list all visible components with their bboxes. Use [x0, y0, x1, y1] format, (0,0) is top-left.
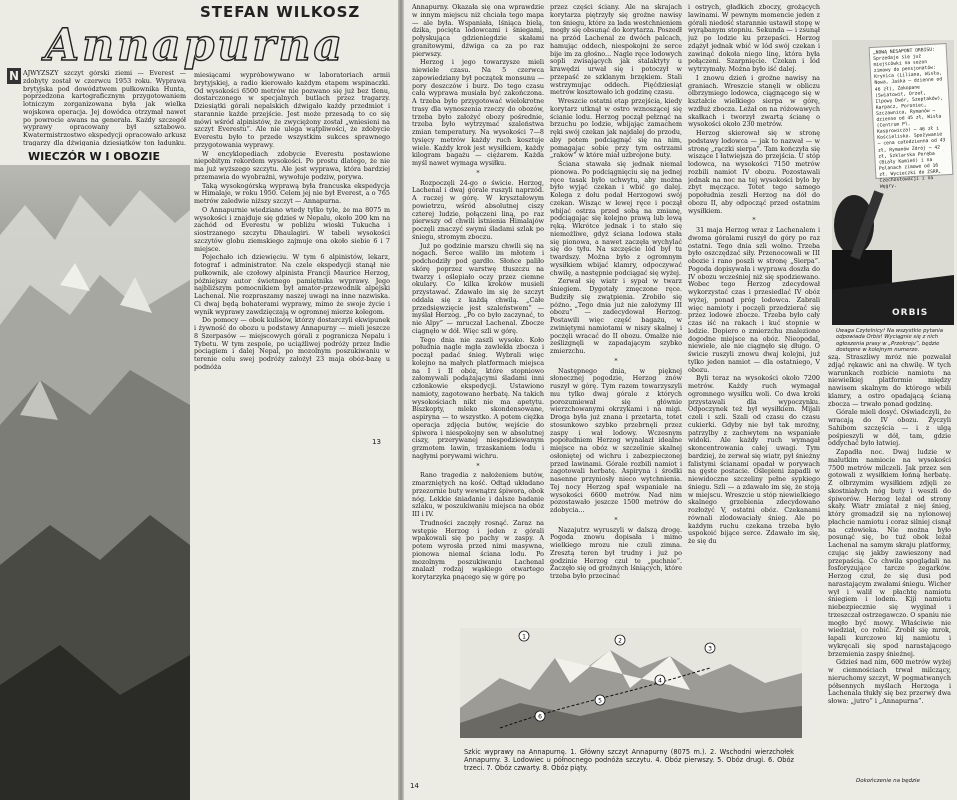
- paragraph: Następnego dnia, w pięknej słonecznej pogodzie, Herzog znów ruszył w górę. Tym razem towarzyszyli mu tylko dwaj górale z których porozumiewał się głównie wierzchowanymi okrzykami i na migi. Droga była już znana i przetarta, totet stosunkowo szybko przebrnęli przez zaspy i wał lodowy. Wczesnym popołudniem Herzog wynalazł idealne miejsce na obóz w szczelinie skalnej osłoniętej od wichru i zabezpieczonej przed lawinami. Górale rozbili namiot i zagotowali herbatę. Aspiryna i środki nasenne przyniosły nieco wytchnienia. Tej nocy Herzog spał wspaniale na wysokości 6600 metrów. Nad nim pozostawało jeszcze 1500 metrów do zdobycia...: [550, 366, 682, 514]
- paragraph: W encyklopediach zdobycie Everestu postawione niepobitym rekordem wysokości. Po prostu dlatego, że nie ma już wyższego szczytu. Ale jest wyprawa, która bardziej przemawia do wyobraźni, wywołuje podziw, porywa.: [194, 149, 390, 181]
- map-drawing: [460, 628, 802, 738]
- paragraph: Rozpoczęli 24-go o świcie. Herzog, Lachenal i dwaj górale ruszyli naprzód. A raczej w górę. W kryształowym powietrzu, wśród absolutnej ciszy czterej ludzie, połączeni liną, po raz pierwszy od chwili istnienia Himalajów poczęli znaczyć swymi śladami szlak po śniegu, stromym zboczu.: [412, 178, 544, 241]
- orbis-logo: ORBIS: [892, 308, 929, 318]
- map-label-3: 3: [708, 645, 712, 653]
- page-number-13: 13: [372, 438, 381, 446]
- article-column-5: [688, 4, 820, 622]
- paragraph: Już po godzinie marszu chwili się na nogach. Serce waliło im młotem i podchodziły pod gardło. Słońce paliło skórę poprzez warstwę tłuszczu na twarzy i oślepiało oczy przez ciemne okulary. Co kilka kroków musieli przystawać. Zdawało im się że szczyt oddala się z każdą chwilą. „Całe przedsięwzięcie jest szaleństwem” — myślał Herzog. „Po co było zaczynać, to nie Alpy” — mruczał Lachenal. Zbocze ciągnęło w dół. Więc szli w górę.: [412, 241, 544, 335]
- map-label-1: 1: [522, 633, 526, 641]
- map-label-6: 6: [538, 713, 542, 721]
- article-title: [30, 16, 360, 74]
- paragraph: Wreszcie ostatni etap przejścia, kiedy korytarz utknął w ostro wznoszącej się ścianie lodu. Herzog począł pełznąć na brzuchu po lodzie, wbijając zamachem ręki swój czekan jak najdalej do przodu, aby potem podciągnąć się na nim, pomagając sobie przy tym ostrzami „raków” w które miał uzbrojone buty.: [550, 97, 682, 160]
- author-name: STEFAN WILKOSZ: [200, 3, 361, 21]
- article-column-3: [412, 4, 544, 622]
- separator-star: *: [614, 515, 618, 524]
- paragraph: Pojechało ich dziewięciu. W tym 6 alpinistów, lekarz, fotograf i administrator. Na czele ekspedycji stanął nie pułkownik, ale czołowy alpinista Francji Maurice Herzog, późniejszy autor świetnego pamiętnika wyprawy. Jego najbliższym pomocnikiem był amator-przewodnik alpejski Lachenal. Nie rozpraszamy naszej uwagi na inne nazwiska. Ci dwaj będą bohaterami wyprawy, mimo że swoje życie i wynik wyprawy zawdzięczają w ogromnej mierze kolegom.: [194, 253, 390, 316]
- map-caption: Szkic wyprawy na Annapurnę. 1. Główny szczyt Annapurny (8075 m.). 2. Wschodni wierzchołek Annapurny. 3. Lodowiec u północnego podnóża szczytu. 4. Obóz pierwszy. 5. Obóz drugi. 6. Obóz trzeci. 7. Obóz czwarty. 8. Obóz piąty.: [464, 748, 794, 772]
- paragraph: Trudności zaczęły rosnąć. Zaraz na wstępie Herzog i jeden z górali wpakowali się po pachy w zaspy. A potem wyrosła przed nimi masywna, pionowa niemal ściana lodu. Po mozolnym poszukiwaniu Lachenal znalazł rodzaj wąskiego otwartego korytarzyka pnącego się w górę po: [412, 518, 544, 581]
- section-heading: WIECZÓR W I OBOZIE: [28, 150, 160, 163]
- paragraph: Taką wysokogórską wyprawą była francuska ekspedycja w Himalaje, w roku 1950. Celem jej nie był Everest, a o 765 metrów zaledwie niższy szczyt — Annapurna.: [194, 181, 390, 205]
- article-column-2: [194, 72, 390, 784]
- paragraph: i ostrych, gładkich zboczy, grożących lawinami. W pewnym momencie jeden z górali niedość starannie ustawił stopę w wyrąbanym stopniu. Sekunda — i zsunął już po lodzie ku przepaści. Herzog zdążył jednak wbić w lód swój czekan i zawinąć dokoła niego linę, która była połączeni. Szarpnięcie. Czekan i lód wytrzymały. Można było iść dalej.: [688, 4, 820, 73]
- paragraph: miesiącami wypróbowywano w laboratoriach armii brytyjskiej, a radio kierowało każdym etapem wspinaczki. Od wysokości 6500 metrów nie pozwano się już bez tlenu, dostarczonego w specjalnych butlach przez tragarzy. Dziesiątki górali nepalskich dźwigało każdy przedmiot i starannie każde przejście. Jest może przesadą to co się mówi wśród alpinistów, że zwyciężony został „wniesieni na szczyt Everestu”. Ale nie ulega wątpliwości, że zdobycie Everestu było to przede wszystkim sukces sprawnego przygotowania wyprawy.: [194, 72, 390, 149]
- separator-star: *: [614, 356, 618, 365]
- paragraph: Górale mieli dosyć. Oświadczyli, że wracają do IV obozu. Życzyli Sahibom szczęścia — i z ulgą pośpieszyli w dół, tam, gdzie oddychać było łatwiej.: [828, 408, 951, 448]
- paragraph: I znowu dzień i groźne nawisy na graniach. Wreszcie stanęli w obliczu olbrzymiego lodowca, ciągnącego się w kształcie wielkiego sierpa w górę, wzdłuż zbocza. Leżał on na różowawych skałkach i tworzył zwartą ścianę o wysokości około 230 metrów.: [688, 73, 820, 129]
- paragraph: 31 maja Herzog wraz z Lachenalem i dwoma góralami ruszył do góry po raz ostatni. Tego dnia szli wolno. Trzeba było oszczędzać siły. Przenocowali w III obozie i rano poszli w stronę „Sierpa”. Pogoda dopisywała i wyprawa doszła do IV obozu wcześniej niż się spodziewano. Wobec tego Herzog zdecydował wykorzystać czas i przesiedlać IV obóz wyżej, ponad próg lodowca. Zabrali więc namioty i poczęli przedzierać się przez lodowe zbocze. Trzeba było cały czas iść na rakach i kuć stopnie w lodzie. Dopiero o zmierzchu znaleziono dogodne miejsce na obóz. Nieopodal, niewiele, ale nie ciągnęło się długo. O świcie ruszyli znowu dwaj kolejni, już tylko jeden namiot — dla ostatniego, V obozu.: [688, 226, 820, 374]
- footer-note: Dokończenie na będzie: [856, 778, 920, 784]
- paragraph: Byli teraz na wysokości około 7200 metrów. Każdy ruch wymagał ogromnego wysiłku woli. Co dwa kroki przystawali dla wypoczynku. Odpoczynek też był wysiłkiem. Mijali czeli i szli. Szali od czasu do czasu cukierki. Gdyby nie był tak mroźny, patrzylby z zachwytem na wspaniałe widoki. Ale każdy ruch wymagał skoncentrowania całej uwagi. Tym bardziej, że zerwał się wiatr, pył śnieżny falistymi ścianami opadał w porywach na gęste postacie. Oślepieni zapadli w niewidoczne szczeliny pełne sypkiego śniegu. Szli — a zdawało im się, że stoją w miejscu. Wreszcie u stóp niewielkiego skalnego grzebienia zdecydowano rozłożyć V, ostatni obóz. Czekanami równali zlodowaciały śnieg. Ale po każdym ruchu czekana trzeba było uspokoić bijące serce. Zdawało im się, że się du: [688, 374, 820, 545]
- map-label-4: 4: [658, 677, 662, 685]
- map-label-5: 5: [598, 697, 602, 705]
- article-column-6: [828, 354, 951, 772]
- orbis-advertisement: [832, 40, 954, 325]
- drop-cap: N: [8, 69, 20, 83]
- mountain-photo: [0, 165, 190, 800]
- paragraph: Do pomocy — obok kulisów, którzy dostarczyli ekwipunek i żywność do obozu u podstawy Annapurny — mieli jeszcze 8 Szerpasów — miejscowych górali z pogranicza Nepalu i Tybetu. W tym zespole, po uciążliwej podróży przez Indie pociągiem i dalej Nepal, po mozolnym poszukiwaniu w terenie celu swej podróży założył 23 maja obóz-bazę u podnóża: [194, 316, 390, 371]
- paragraph: Rano tragedia z nałożeniem butów, zmarzniętych na kość. Odtąd układano przezornie buty wewnątrz śpiwora, obok nóg. Lekkie śniadanie i dalsze badanie szlaku, w poszukiwaniu miejsca na obóz III i IV.: [412, 471, 544, 518]
- paragraph: Nazajutrz wyruszyli w dalszą drogę. Pogoda znowu dopisała i mimo wielkiego mrozu nie czuli zimna. Zresztą teren był trudny i już po godzinie Herzog czuł te „puchnie”. Zaczęło się od groźnych lśniących, które trzeba było przecinać: [550, 525, 682, 580]
- expedition-map: [460, 628, 802, 738]
- intro-text: [23, 70, 186, 146]
- separator-star: *: [476, 461, 480, 470]
- paragraph: Zerwał się wiatr i sypał w twarz śniegiem. Dygotały zmęczone ręce. Budziły się zwątpienia. Zrobiło się późno. „Tego dnia już nie założymy III obozu” — zadecydował Herzog. Postawili więc część bagażu, w zwiniętymi namiotami w niszy skalnej i poczęli wracać do II obozu. Omalże nie ześlizgnęli w zapadającym szybko zmierzchu.: [550, 277, 682, 355]
- page-13: [0, 0, 398, 800]
- map-label-2: 2: [618, 637, 622, 645]
- paragraph: Zapadła noc. Dwaj ludzie w malutkim namiocie na wysokości 7500 metrów milczeli. Jak przez sen gotowali z wysiłkiem łońną herbatę. Z olbrzymim wysiłkiem zdjęli ze skostniałych nóg buty i weszli do śpiworów. Herzog leżał od strony skały. Wiatr zmiatał z niej śnieg, który gromadził się na nylonowej płachcie namiotu i coraz silniej cisnął na człowieka. Nie można było posunąć się, bo tuż obok leżał Lachenal na samym skraju platformy, czując się jakby zawieszony nad przepaścią. Co chwila spoglądali na fosforyzujące tarcze zegarków. Herzog czuł, że się dusi pod narastającym zwałami śniegu. Wicher wył i walił w płachtę namiotu śniegiem i lodem. Kiji namiotu niebezpiecznie się wyginał i trzeszczał ostrzegawczo. O spaniu nie mogło być mowy. Właściwie nie wiedział, co robić. Zrobił się mrok, łapali kurczowo kij namiotu i wykręcali się spod narastającego brzemienia zaspy śnieżnej.: [828, 448, 951, 658]
- paragraph: szą. Straszliwy mróz nie pozwalał zdjąć rękawic ani na chwilę. W tych warunkach rozbicie namiotu na niewielkiej platformie między nawisem skalnym do którego wbili klamry, a ostro opadającą ścianą zbocza — trwało ponad godzinę.: [828, 354, 951, 408]
- separator-star: *: [752, 216, 756, 225]
- article-column-4: [550, 4, 682, 622]
- paragraph: Ściana stawała się jednak niemal pionowa. Po podciągnięciu się na jednej ręce tasak było uchwytu, aby można było wyjąć czekan i wbić go dalej. Kolega z dołu podał Herzogowi swój czekan. Wisząc w lewej ręce i począł wbijać ostrza przed sobą na zmianę, podciągając się kolejno prawą lub lewą ręką. Wkrótce jednak i to stało się niemożliwe, gdyż ściana lodowa stała się pionowa, a nawet zaczęła wychylać się do tyłu. Na szczęście lód był tu twardszy. Można było z ogromnym wysiłkiem wbijać klamry, odpoczywać chwilę, a następnie podciągać się wyżej.: [550, 160, 682, 277]
- paragraph: Herzog skierował się w stronę podstawy lodowca — jak to nazwał — w stronę „rączki sierpa”. Tam kończyła się wiszące I łatwiejsza do przejścia. U stóp lodowca, na wysokości 7150 metrów rozbili namiot IV obozu. Pozostawali jednak na noc na tej wysokości bylo by zbyt męczące. Totet tego samego popołudnia zeszli Herzog na dół do obozu II, aby odpocząć przed ostatnim wysiłkiem.: [688, 129, 820, 215]
- ad-note: Uwaga Czytelnicy! Na wszystkie pytania odpowiada Orbis! Wyciągnie się z nich ogłoszenia prasy w „Przekroju”, będzie dostępne w kolejnym numerze.: [836, 328, 943, 354]
- paragraph: O Annapurnie wiedziano wtedy tylko tyle, że ma 8075 m wysokości i znajduje się gdzieś w Nepalu, około 200 km na zachód od Everestu w pobliżu wioski Tukucha i siostrzanego szczytu Dhaulagiri. W tabeli wysokości szczytów globu ziemskiego zajmuje ona około siebie 6 i 7 miejsce.: [194, 205, 390, 253]
- paragraph: Herzog i jego towarzysze mieli niewiele czasu. Na 5 czerwca zapowiedziany był początek monsunu — pory deszczów i burz. Do tego czasu cała wyprawa musiała być zakończona. A trzeba było przygotować wielokrotne trasy dla wynoszenia rzeczy do obozów, trzeba było założyć obozy pośrednie, trzeba było wytrzymać szaleństwa zmian temperatury. Na wysokości 7—8 tysięcy metrów każdy ruch kosztuje wiele. Każdy krok jest wysiłkiem, każdy kilogram bagażu — ciężarem. Każda myśl nawet wymaga wysiłku.: [412, 58, 544, 167]
- paragraph: Tego dnia nie zaszli wysoko. Koło południa nagle mgła zawlekła zbocza i począł padać śnieg. Wybrali więc kolejno na małych platformach miejsca na I i II obóz, które stopniowo załomywali podążającymi śladami inni członkowie ekspedycji. Ustawiono namioty, zagotowano herbatę. Na takich wysokościach nikt nie ma apetytu. Biszkopty, mleko skondensowane, aspiryna — to wszystko. A potem ciężka operacja zdjęcia butów, wejście do śpiwora i niespokojny sen w absolutnej ciszy, przerywanej niespodziewanym grzmotem lawin, trzaskaniem lodu i nagłymi porywami wichru.: [412, 335, 544, 460]
- paragraph: przez części ściany. Ale na skrajach korytarza piętrzyły się groźne nawisy ton śniegu, które za lada westchnieniem mogły się obsunąć do korytarza. Poszedł na przód Lachenal ze dwóch palcach, hamując oddech, niespokojni że serce bije im za głośno... Nagle ręce lodowych sopli zwisających jak stalaktyty u krawędzi urwał się i potoczył w przepaść ze szklanym brzękiem. Stali wstrzymując oddech. Pięćdziesiąt metrów kosztowało ich godzinę czasu.: [550, 4, 682, 97]
- photo-image: [0, 165, 190, 800]
- intro-paragraph: AJWYŻSZY szczyt górski ziemi — Everest — zdobyty został w czerwcu 1953 roku. Wyprawa brytyjska pod dowództwem pułkownika Hunta, poprzedzona kartograficznym przygotowaniem lotniczym zorganizowana była jak wielka wojskowa operacja. Jej dowódca otrzymał nawet po powrocie awans na generała. Każdy szczegół wyprawy opracowany był sztabowo. Kwatermistrzostwo ekspedycji opracowało arkusz tragarzy dla dźwigania dziesiątków ton ładunku.: [23, 70, 186, 146]
- paragraph: Gdzieś nad nim, 600 metrów wyżej w ciemnościach trwał milczący, nieruchomy szczyt, W pogmatwanych półsennych myślach Herzoga i Lachenala tłukły się bez przerwy dwa słowa: „jutro” i „Annapurna”.: [828, 658, 951, 705]
- ad-paper-sheet: [869, 43, 954, 190]
- paragraph: Annapurny. Okazała się ona wprawdzie w innym miejscu niż chciała tego mapa — ale była. Wspaniała, lśniąca bielą, dzika, pocięta lodowcami i śniegami, połyskująca gdzieniegdzie skałami granitowymi, dźwiga ca za po raz pierwszy.: [412, 4, 544, 58]
- title-text: Annapurna: [44, 20, 346, 71]
- ad-text: „NOWĄ NESAPONT ORBISU: Sprzedaje się już miejscówki na sezon zimowy do pensjonatów: Krynica (Liliana, Wisła, Nowa, Jaśka — dzienne od 46 zł), Zakopane (Swiatowit, Orzeł, Ilpowy Dwór, Szeptaków), Karpacz, Poroniec, Szczawnica, Rymanów — dzienne od 45 zł, Wisła (Centrum Pl. Kasprowicza) — 46 zł i Kościelisko. Spożywanie — cena całodzienna od 43 zł, Rymanów Zdrój — 42 zł, Szklarska Poręba (Biały Kamień) i na Polanach zimowe od 16 zł. Wycieczki do ZSRR, Czechosłowacji i na Węgry.: [872, 47, 946, 190]
- page-number-14: 14: [410, 782, 419, 790]
- separator-star: *: [476, 168, 480, 177]
